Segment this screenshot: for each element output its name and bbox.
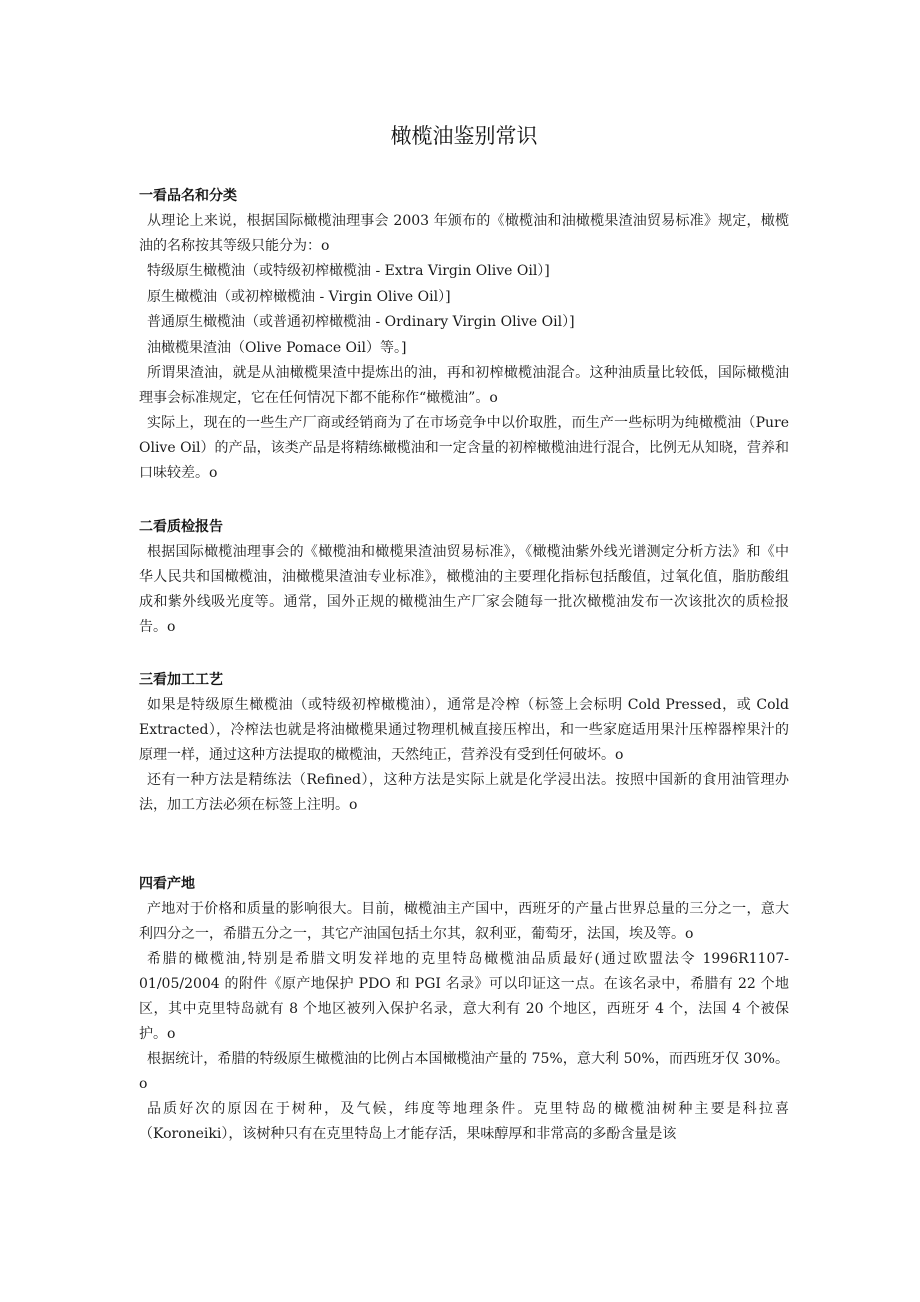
page-title: 橄榄油鉴别常识	[390, 124, 538, 148]
paragraph: 实际上，现在的一些生产厂商或经销商为了在市场竞争中以价取胜，而生产一些标明为纯橄榄油（Pure Olive Oil）的产品，该类产品是将精练橄榄油和一定含量的初榨橄榄油进行混合，比例无从知晓，营养和口味较差。o	[139, 415, 794, 481]
section-quality-report	[139, 515, 789, 640]
section-heading: 四看产地	[139, 876, 195, 892]
paragraph: 根据国际橄榄油理事会的《橄榄油和橄榄果渣油贸易标准》，《橄榄油紫外线光谱测定分析方法》和《中华人民共和国橄榄油，油橄榄果渣油专业标准》，橄榄油的主要理化指标包括酸值，过氧化值，脂肪酸组成和紫外线吸光度等。通常，国外正规的橄榄油生产厂家会随每一批次橄榄油发布一次该批次的质检报告。o	[139, 544, 789, 635]
section-heading: 三看加工工艺	[139, 672, 223, 688]
section-heading: 一看品名和分类	[139, 188, 237, 204]
paragraph: 品质好次的原因在于树种，及气候，纬度等地理条件。克里特岛的橄榄油树种主要是科拉喜（Koroneiki），该树种只有在克里特岛上才能存活，果味醇厚和非常高的多酚含量是该	[139, 1101, 789, 1142]
section-name-classification	[139, 184, 794, 486]
paragraph: 还有一种方法是精练法（Refined），这种方法是实际上就是化学浸出法。按照中国新的食用油管理办法，加工方法必须在标签上注明。o	[139, 772, 789, 813]
paragraph: 所谓果渣油，就是从油橄榄果渣中提炼出的油，再和初榨橄榄油混合。这种油质量比较低，国际橄榄油理事会标准规定，它在任何情况下都不能称作“橄榄油”。o	[139, 365, 789, 406]
grade-item: 普通原生橄榄油（或普通初榨橄榄油 - Ordinary Virgin Olive Oil）]	[147, 314, 575, 330]
section-processing	[139, 668, 794, 818]
paragraph: 从理论上来说，根据国际橄榄油理事会 2003 年颁布的《橄榄油和油橄榄果渣油贸易标准》规定，橄榄油的名称按其等级只能分为：o	[139, 213, 789, 254]
grade-item: 特级原生橄榄油（或特级初榨橄榄油 - Extra Virgin Olive Oil）]	[147, 263, 550, 279]
section-heading: 二看质检报告	[139, 519, 223, 535]
paragraph: 希腊的橄榄油,特别是希腊文明发祥地的克里特岛橄榄油品质最好(通过欧盟法令 1996R1107-01/05/2004 的附件《原产地保护 PDO 和 PGI 名录》可以印证这一点。在该名录中，希腊有 22 个地区，其中克里特岛就有 8 个地区被列入保护名录，意大利有 20 个地区，西班牙 4 个，法国 4 个被保护。o	[139, 951, 789, 1042]
paragraph: 产地对于价格和质量的影响很大。目前，橄榄油主产国中，西班牙的产量占世界总量的三分之一，意大利四分之一，希腊五分之一，其它产油国包括土尔其，叙利亚，葡萄牙，法国，埃及等。o	[139, 901, 789, 942]
section-origin	[139, 872, 789, 1147]
grade-item: 原生橄榄油（或初榨橄榄油 - Virgin Olive Oil）]	[147, 288, 451, 305]
paragraph: 如果是特级原生橄榄油（或特级初榨橄榄油），通常是冷榨（标签上会标明 Cold Pressed，或 Cold Extracted），冷榨法也就是将油橄榄果通过物理机械直接压榨出，和一些家庭适用果汁压榨器榨果汁的原理一样，通过这种方法提取的橄榄油，天然纯正，营养没有受到任何破坏。o	[139, 697, 794, 763]
paragraph: 根据统计，希腊的特级原生橄榄油的比例占本国橄榄油产量的 75%，意大利 50%，而西班牙仅 30%。o	[139, 1051, 789, 1092]
grade-item: 油橄榄果渣油（Olive Pomace Oil）等。]	[147, 339, 407, 356]
